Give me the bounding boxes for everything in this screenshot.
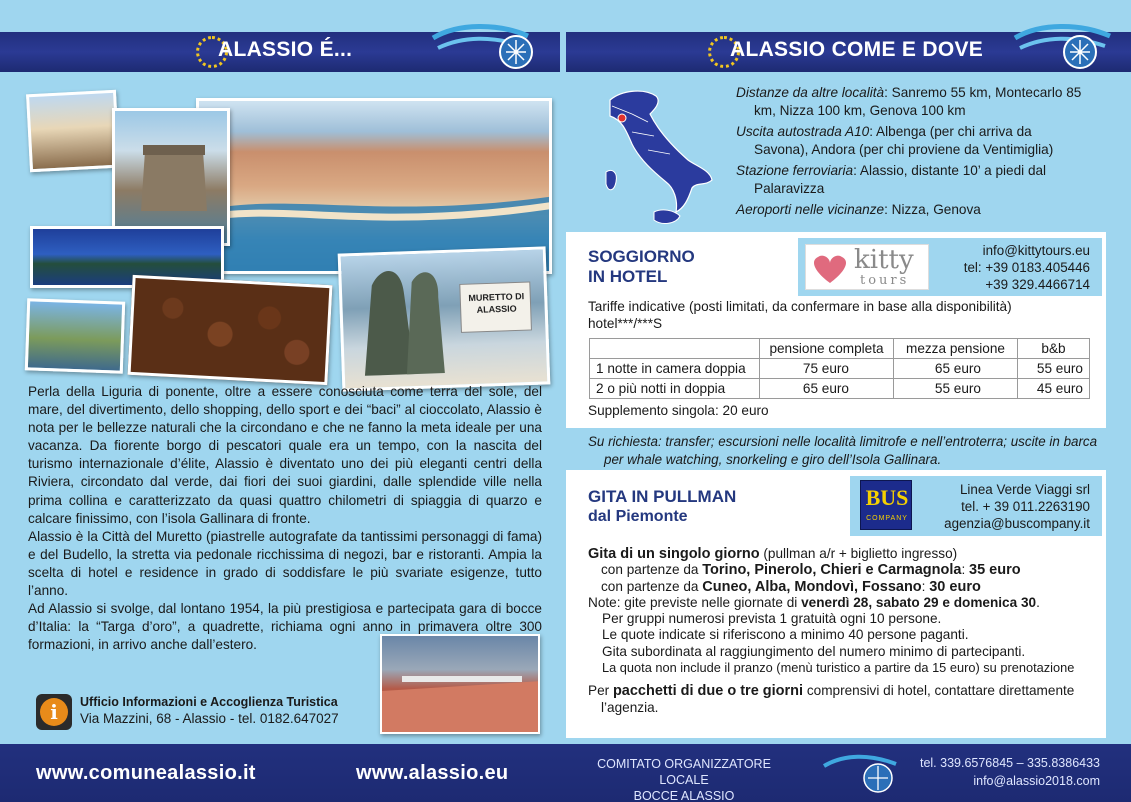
left-page-title: ALASSIO É...: [218, 38, 353, 61]
departure-prefix: con partenze da: [601, 562, 703, 578]
info-point-logo-icon: [36, 694, 72, 730]
multi-prefix: Per: [588, 683, 613, 699]
heart-icon: [810, 253, 850, 285]
hotel-contacts: [936, 242, 1090, 293]
footer-phones: tel. 339.6576845 – 335.8386433: [919, 756, 1100, 770]
bus-note: Gita subordinata al raggiungimento del numero minimo di partecipanti.: [602, 643, 1026, 659]
table-row: [590, 359, 1090, 379]
bus-details: [588, 546, 1108, 716]
footer-email[interactable]: info@alassio2018.com: [973, 774, 1100, 788]
top-strip: [0, 0, 1131, 32]
footer-url-alassio[interactable]: www.alassio.eu: [356, 762, 509, 784]
directions-item: [736, 162, 1086, 198]
table-cell: 55 euro: [1018, 359, 1090, 379]
multi-day-line: [588, 683, 1108, 716]
departure-line: [588, 562, 1108, 578]
kitty-logo-sub: tours: [860, 273, 910, 288]
intro-paragraph: Perla della Liguria di ponente, oltre a essere conosciuta come terra del sole, del mare, del divertimento, dello shopping, dello sport e dei “baci” al cioccolato, Alassio è nota per le bellezze naturali che la circondano e che ne fanno la meta ideale per una vacanza. Da fiorente borgo di pescatori quale era un tempo, con la nascita del turismo internazionale d’élite, Alassio è diventato uno dei più eleganti centri della Riviera, circondato dal verde, dai fiori dei suoi giardini, dalle splendide ville nella prima collina e caratterizzato da quasi quattro chilometri di spiaggia di quarzo e calcare finissimo, con l’isola Gallinara di fronte.: [28, 384, 542, 526]
table-cell: 65 euro: [760, 379, 894, 399]
bus-note: Le quote indicate si riferiscono a minimo 40 persone paganti.: [602, 627, 969, 643]
info-office-title: Ufficio Informazioni e Accoglienza Turistica: [80, 695, 338, 709]
directions-value: : Alassio, distante 10’ a piedi dal Palaravizza: [754, 163, 1047, 196]
departure-cities: Cuneo, Alba, Mondovì, Fossano: [702, 578, 922, 595]
hotel-phone1: +39 0183.405446: [985, 260, 1090, 275]
bus-logo-sub: COMPANY: [866, 515, 908, 522]
bus-company-name: Linea Verde Viaggi srl: [959, 482, 1090, 497]
directions-item: [736, 201, 1086, 219]
info-letter: i: [40, 698, 68, 726]
footer-url-comune[interactable]: www.comunealassio.it: [36, 762, 256, 784]
table-cell: 65 euro: [894, 359, 1018, 379]
right-page-title: ALASSIO COME E DOVE: [730, 38, 984, 61]
departure-sep: :: [961, 562, 970, 578]
bus-title-line1: GITA IN PULLMAN: [588, 487, 737, 506]
hotel-phone1-line: [936, 259, 1090, 276]
directions-value: : Albenga (per chi arriva da Savona), Andora (per chi proviene da Ventimiglia): [754, 124, 1054, 157]
dates-note: [588, 595, 1108, 611]
tel-label: tel:: [963, 260, 982, 275]
hotel-section-title: [588, 247, 695, 287]
dates-end: .: [1036, 594, 1040, 610]
bus-email: agenzia@buscompany.it: [944, 516, 1090, 531]
table-header-cell: pensione completa: [760, 339, 894, 359]
hotel-title-line2: IN HOTEL: [588, 267, 668, 286]
footer-committee: [586, 756, 782, 802]
directions-item: [736, 84, 1086, 120]
trip-dates: venerdì 28, sabato 29 e domenica 30: [801, 594, 1037, 610]
kitty-tours-logo: [805, 244, 929, 290]
bocce-court-photo: [380, 634, 540, 734]
muretto-sign-text: MURETTO DI ALASSIO: [468, 291, 525, 315]
single-supplement: Supplemento singola: 20 euro: [588, 403, 769, 418]
table-row: [590, 379, 1090, 399]
committee-line2: BOCCE ALASSIO: [633, 789, 735, 802]
bus-note: Per gruppi numerosi prevista 1 gratuità ogni 10 persone.: [602, 611, 942, 627]
departure-line: [588, 579, 1108, 595]
table-header-row: [590, 339, 1090, 359]
day-trip-line: [588, 546, 1108, 562]
multi-day-packages: pacchetti di due o tre giorni: [612, 683, 804, 700]
info-office-address: Via Mazzini, 68 - Alassio - tel. 0182.647027: [80, 711, 339, 726]
hotel-class: hotel***/***S: [588, 316, 663, 331]
directions-item: [736, 123, 1086, 159]
table-header-cell: b&b: [1018, 339, 1090, 359]
baci-chocolates-photo: [128, 275, 333, 385]
directions-label: Uscita autostrada A10: [736, 124, 870, 139]
hotel-title-line1: SOGGIORNO: [588, 247, 695, 266]
directions-value: : Sanremo 55 km, Montecarlo 85 km, Nizza 100 km, Genova 100 km: [754, 85, 1082, 118]
intro-text: [28, 383, 542, 654]
day-trip-title: Gita di un singolo giorno: [588, 546, 760, 562]
bus-note: La quota non include il pranzo (menù turistico a partire da 15 euro) su prenotazione: [602, 660, 1075, 676]
table-header-cell: mezza pensione: [894, 339, 1018, 359]
muretto-statue-photo: [338, 246, 551, 391]
departure-price: 35 euro: [969, 562, 1021, 579]
committee-line1: COMITATO ORGANIZZATORE LOCALE: [597, 757, 771, 787]
day-trip-desc: (pullman a/r + biglietto ingresso): [759, 546, 958, 561]
departure-cities: Torino, Pinerolo, Chieri e Carmagnola: [702, 562, 962, 579]
bus-section-title: [588, 487, 736, 527]
tariff-note: Tariffe indicative (posti limitati, da confermare in base alla disponibilità): [588, 299, 1012, 314]
kitty-logo-text: kitty: [854, 245, 914, 275]
bus-logo-text: BUS: [865, 485, 909, 510]
intro-paragraph: Alassio è la Città del Muretto (piastrelle autografate da tantissimi personaggi di fama) e del Budello, la stretta via pedonale ricchissima di negozi, bar e ristoranti. Ampia la scelta di hotel e residence in grado di soddisfare le più svariate esigenze, tutto l’anno.: [28, 528, 542, 599]
table-cell: 75 euro: [760, 359, 894, 379]
bus-company-logo: [860, 480, 912, 530]
directions-label: Aeroporti nelle vicinanze: [736, 202, 885, 217]
table-header-cell: [590, 339, 760, 359]
table-cell: 55 euro: [894, 379, 1018, 399]
table-cell: 2 o più notti in doppia: [590, 379, 760, 399]
directions-list: [736, 84, 1086, 222]
street-photo: [26, 90, 120, 173]
directions-label: Distanze da altre località: [736, 85, 885, 100]
directions-value: : Nizza, Genova: [884, 202, 981, 217]
intro-paragraph: Ad Alassio si svolge, dal lontano 1954, la più prestigiosa e partecipata gara di bocce d’Italia: la “Targa d’oro”, a quadrette, richiama ogni anno in primavera oltre 300 formazioni, in arrivo anche dall’estero.: [28, 601, 542, 653]
bus-title-line2: dal Piemonte: [588, 508, 688, 525]
departure-prefix: con partenze da: [601, 578, 703, 594]
bus-contacts: [924, 481, 1090, 532]
bocce-swirl-logo-icon: [428, 18, 538, 78]
hotel-rates-table: [589, 338, 1090, 399]
footer-contacts: [880, 754, 1100, 790]
hotel-phone2: +39 329.4466714: [985, 277, 1090, 292]
italy-map-icon: [592, 84, 720, 234]
bocce-swirl-logo-icon: [1010, 18, 1120, 78]
dates-prefix: Note: gite previste nelle giornate di: [588, 594, 802, 610]
departure-sep: :: [921, 578, 930, 594]
tariff-note-block: [588, 298, 1098, 332]
hotel-email: info@kittytours.eu: [982, 243, 1090, 258]
table-cell: 45 euro: [1018, 379, 1090, 399]
hotel-extras: Su richiesta: transfer; escursioni nelle località limitrofe e nell’entroterra; uscite in barca per whale watching, snorkeling e giro dell’Isola Gallinara.: [588, 434, 1098, 467]
departure-price: 30 euro: [929, 578, 981, 595]
directions-label: Stazione ferroviaria: [736, 163, 854, 178]
multi-day-desc: comprensivi di hotel, contattare direttamente l’agenzia.: [601, 683, 1075, 715]
coast-hiker-photo: [25, 298, 125, 373]
table-cell: 1 notte in camera doppia: [590, 359, 760, 379]
bus-phone: tel. + 39 011.2263190: [961, 499, 1090, 514]
